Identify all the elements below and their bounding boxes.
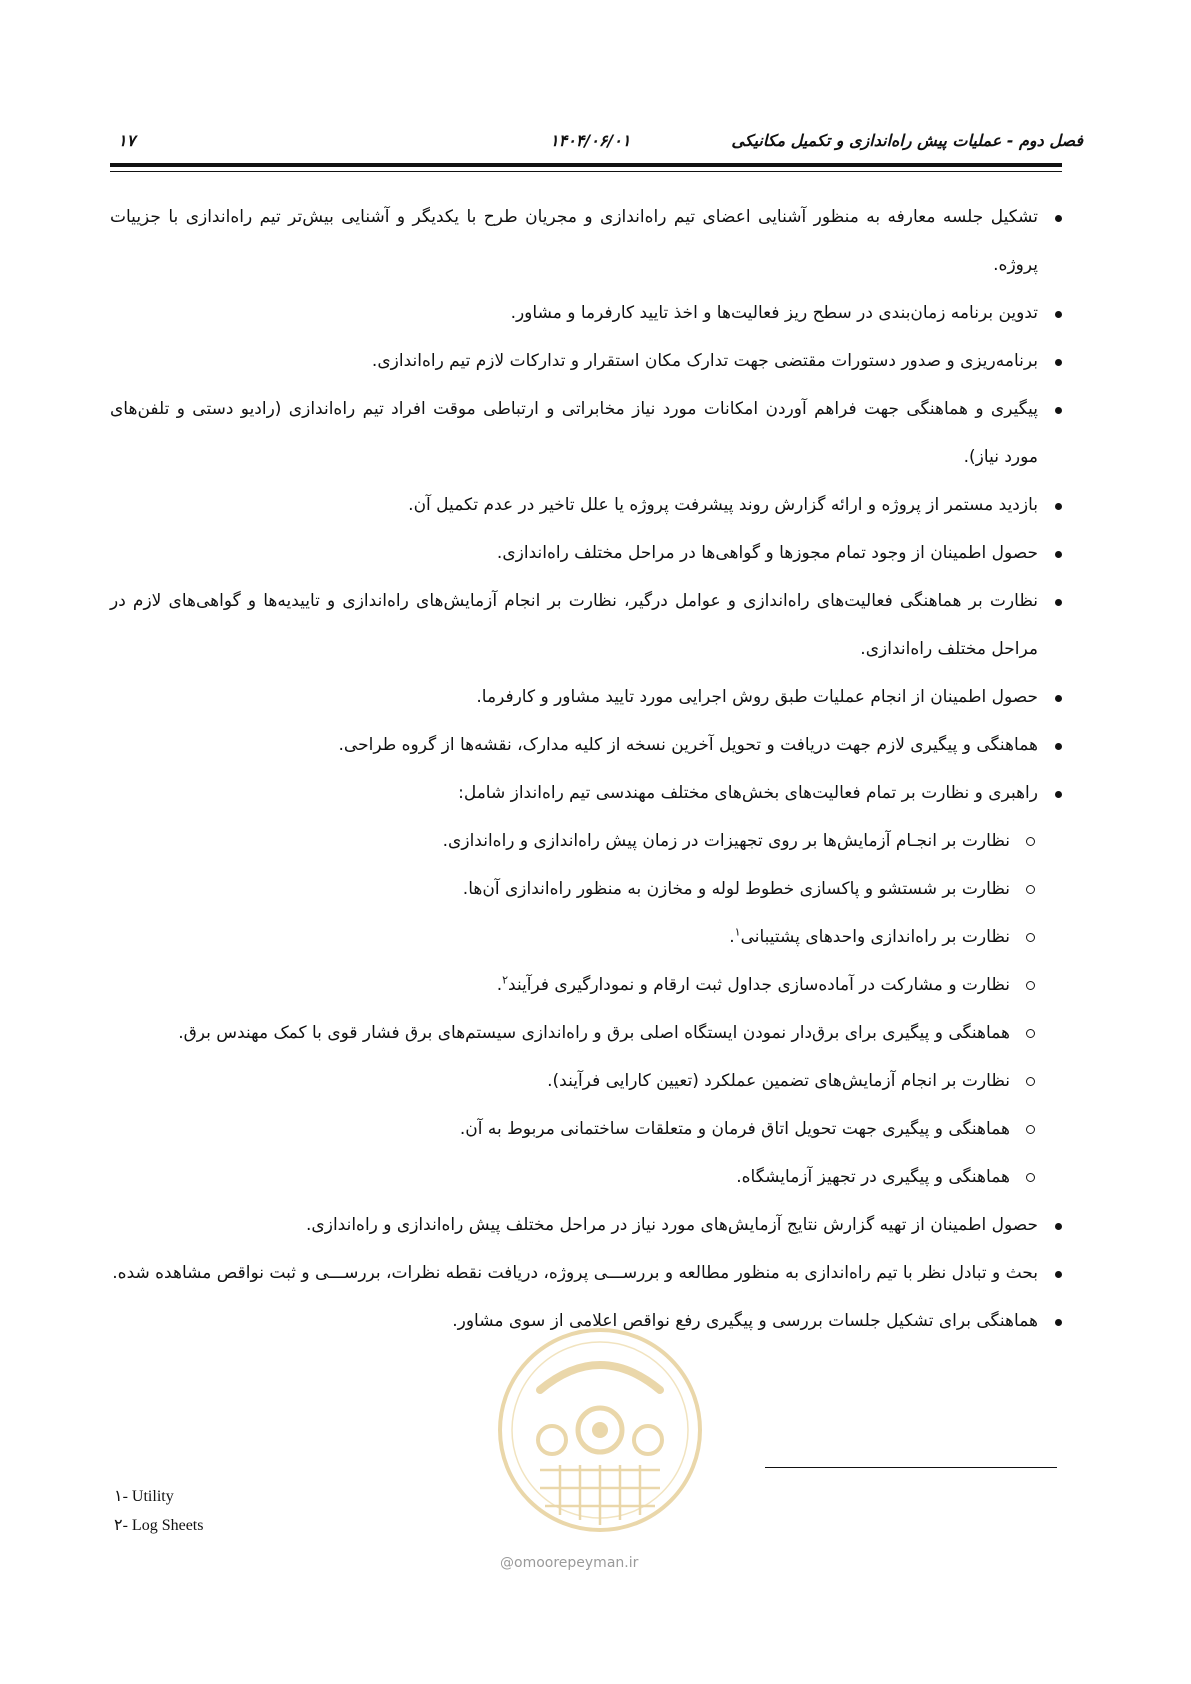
sub-list-item: نظارت بر انجام آزمایش‌های تضمین عملکرد (تعیین کارایی فرآیند). (110, 1057, 1062, 1105)
list-item: هماهنگی و پیگیری لازم جهت دریافت و تحویل آخرین نسخه از کلیه مدارک، نقشه‌ها از گروه طراحی. (110, 721, 1062, 769)
footnote-ref[interactable]: ۲ (502, 973, 509, 987)
header-rule-thin (110, 171, 1062, 172)
circle-bullet-icon (1026, 1029, 1035, 1038)
bullet-icon (1055, 599, 1062, 606)
list-item: حصول اطمینان از وجود تمام مجوزها و گواهی‌ها در مراحل مختلف راه‌اندازی. (110, 529, 1062, 577)
list-item: بحث و تبادل نظر با تیم راه‌اندازی به منظور مطالعه و بررســـی پروژه، دریافت نقطه نظرات، بررســـی و ثبت نواقص مشاهده شده. (110, 1249, 1062, 1297)
bullet-icon (1055, 407, 1062, 414)
header-rule-thick (110, 163, 1062, 167)
chapter-title: فصل دوم - عملیات پیش راه‌اندازی و تکمیل مکانیکی (731, 131, 1083, 150)
list-item: تدوین برنامه زمان‌بندی در سطح ریز فعالیت‌ها و اخذ تایید کارفرما و مشاور. (110, 289, 1062, 337)
list-item: نظارت بر هماهنگی فعالیت‌های راه‌اندازی و عوامل درگیر، نظارت بر انجام آزمایش‌های راه‌اندازی و تاییدیه‌ها و گواهی‌های لازم در مراحل مختلف راه‌اندازی. (110, 577, 1062, 673)
footnote-ref[interactable]: ۱ (734, 925, 741, 939)
footnotes (114, 1482, 203, 1540)
header-date: ۱۴۰۴/۰۶/۰۱ (550, 131, 631, 150)
list-item: پیگیری و هماهنگی جهت فراهم آوردن امکانات مورد نیاز مخابراتی و ارتباطی موقت افراد تیم راه‌اندازی (رادیو دستی و تلفن‌های مورد نیاز). (110, 385, 1062, 481)
bullet-icon (1055, 1223, 1062, 1230)
watermark-seal-logo (490, 1320, 710, 1550)
circle-bullet-icon (1026, 933, 1035, 942)
footnote-2: ۲- Log Sheets (114, 1517, 204, 1534)
list-item: بازدید مستمر از پروژه و ارائه گزارش روند پیشرفت پروژه یا علل تاخیر در عدم تکمیل آن. (110, 481, 1062, 529)
list-item: حصول اطمینان از تهیه گزارش نتایج آزمایش‌های مورد نیاز در مراحل مختلف پیش راه‌اندازی و راه‌اندازی. (110, 1201, 1062, 1249)
sub-list-item: نظارت بر شستشو و پاکسازی خطوط لوله و مخازن به منظور راه‌اندازی آن‌ها. (110, 865, 1062, 913)
circle-bullet-icon (1026, 837, 1035, 846)
watermark-url: @omoorepeyman.ir (500, 1555, 639, 1571)
bullet-icon (1055, 743, 1062, 750)
bullet-icon (1055, 1271, 1062, 1278)
bullet-icon (1055, 215, 1062, 222)
list-item: حصول اطمینان از انجام عملیات طبق روش اجرایی مورد تایید مشاور و کارفرما. (110, 673, 1062, 721)
list-item: هماهنگی برای تشکیل جلسات بررسی و پیگیری رفع نواقص اعلامی از سوی مشاور. (110, 1297, 1062, 1345)
sub-list-item: نظارت بر راه‌اندازی واحدهای پشتیبانی$^۱$. (110, 913, 1062, 961)
bullet-icon (1055, 503, 1062, 510)
circle-bullet-icon (1026, 981, 1035, 990)
bullet-icon (1055, 695, 1062, 702)
bullet-icon (1055, 1319, 1062, 1326)
bullet-icon (1055, 359, 1062, 366)
circle-bullet-icon (1026, 1077, 1035, 1086)
sub-list-item: نظارت بر انجـام آزمایش‌ها بر روی تجهیزات در زمان پیش راه‌اندازی و راه‌اندازی. (110, 817, 1062, 865)
bullet-icon (1055, 551, 1062, 558)
sub-list-item: هماهنگی و پیگیری در تجهیز آزمایشگاه. (110, 1153, 1062, 1201)
list-item: راهبری و نظارت بر تمام فعالیت‌های بخش‌های مختلف مهندسی تیم راه‌انداز شامل: (110, 769, 1062, 817)
page-number: ۱۷ (118, 131, 136, 150)
sub-list-item: هماهنگی و پیگیری جهت تحویل اتاق فرمان و متعلقات ساختمانی مربوط به آن. (110, 1105, 1062, 1153)
bullet-icon (1055, 311, 1062, 318)
bullet-icon (1055, 791, 1062, 798)
sub-list-item: نظارت و مشارکت در آماده‌سازی جداول ثبت ارقام و نمودارگیری فرآیند$^۲$. (110, 961, 1062, 1009)
circle-bullet-icon (1026, 1125, 1035, 1134)
footnote-1: ۱- Utility (114, 1488, 174, 1505)
list-item: برنامه‌ریزی و صدور دستورات مقتضی جهت تدارک مکان استقرار و تدارکات لازم تیم راه‌اندازی. (110, 337, 1062, 385)
circle-bullet-icon (1026, 1173, 1035, 1182)
footnote-rule (765, 1467, 1057, 1468)
sub-list-item: هماهنگی و پیگیری برای برق‌دار نمودن ایستگاه اصلی برق و راه‌اندازی سیستم‌های برق فشار قوی با کمک مهندس برق. (110, 1009, 1062, 1057)
duties-list (110, 193, 1062, 1345)
list-item: تشکیل جلسه معارفه به منظور آشنایی اعضای تیم راه‌اندازی و مجریان طرح با یکدیگر و آشنایی بیش‌تر تیم راه‌اندازی با جزییات پروژه. (110, 193, 1062, 289)
circle-bullet-icon (1026, 885, 1035, 894)
